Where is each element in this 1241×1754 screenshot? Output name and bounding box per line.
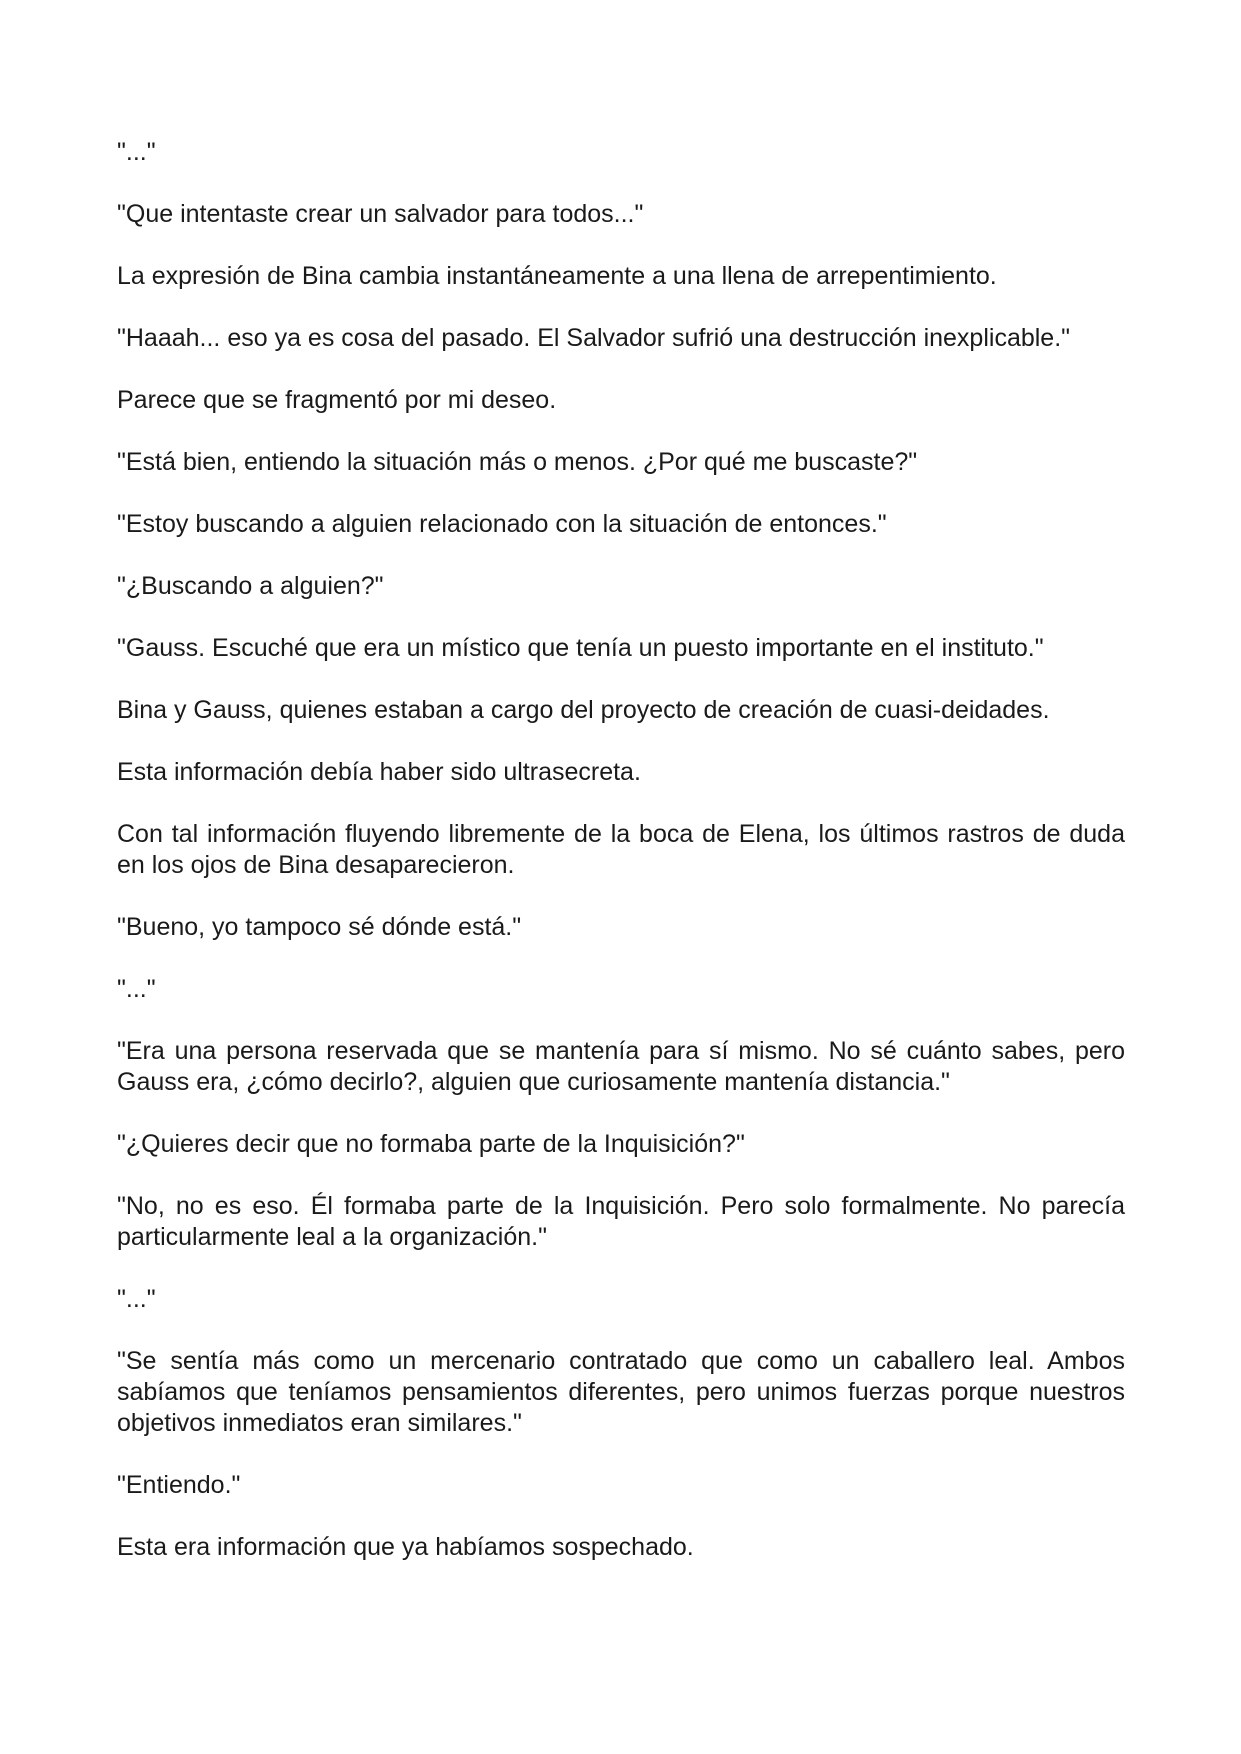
- paragraph: "No, no es eso. Él formaba parte de la Inquisición. Pero solo formalmente. No parecía particularmente leal a la organización.": [117, 1192, 1125, 1251]
- paragraph: "Entiendo.": [117, 1471, 241, 1499]
- paragraph: Esta era información que ya habíamos sospechado.: [117, 1533, 694, 1561]
- paragraph: "¿Quieres decir que no formaba parte de la Inquisición?": [117, 1130, 745, 1158]
- paragraph: "Está bien, entiendo la situación más o menos. ¿Por qué me buscaste?": [117, 448, 918, 476]
- paragraph: Bina y Gauss, quienes estaban a cargo del proyecto de creación de cuasi-deidades.: [117, 696, 1050, 724]
- paragraph: "...": [117, 975, 156, 1003]
- paragraph: "Haaah... eso ya es cosa del pasado. El Salvador sufrió una destrucción inexplicable.": [117, 324, 1071, 352]
- paragraph: "Era una persona reservada que se mantenía para sí mismo. No sé cuánto sabes, pero Gauss era, ¿cómo decirlo?, alguien que curiosamente mantenía distancia.": [117, 1037, 1125, 1096]
- paragraph: "Estoy buscando a alguien relacionado con la situación de entonces.": [117, 510, 887, 538]
- paragraph: "¿Buscando a alguien?": [117, 572, 384, 600]
- paragraph: "Se sentía más como un mercenario contratado que como un caballero leal. Ambos sabíamos que teníamos pensamientos diferentes, pero unimos fuerzas porque nuestros objetivos inmediatos eran similares.": [117, 1347, 1125, 1437]
- paragraph: Esta información debía haber sido ultrasecreta.: [117, 758, 641, 786]
- paragraph: La expresión de Bina cambia instantáneamente a una llena de arrepentimiento.: [117, 262, 997, 290]
- paragraph: "Gauss. Escuché que era un místico que tenía un puesto importante en el instituto.": [117, 634, 1044, 662]
- paragraph: Parece que se fragmentó por mi deseo.: [117, 386, 557, 414]
- paragraph: "...": [117, 138, 156, 166]
- document-page: [117, 137, 1125, 1594]
- paragraph: "...": [117, 1285, 156, 1313]
- paragraph: Con tal información fluyendo libremente de la boca de Elena, los últimos rastros de duda en los ojos de Bina desaparecieron.: [117, 820, 1125, 879]
- paragraph: "Bueno, yo tampoco sé dónde está.": [117, 913, 522, 941]
- paragraph: "Que intentaste crear un salvador para todos...": [117, 200, 644, 228]
